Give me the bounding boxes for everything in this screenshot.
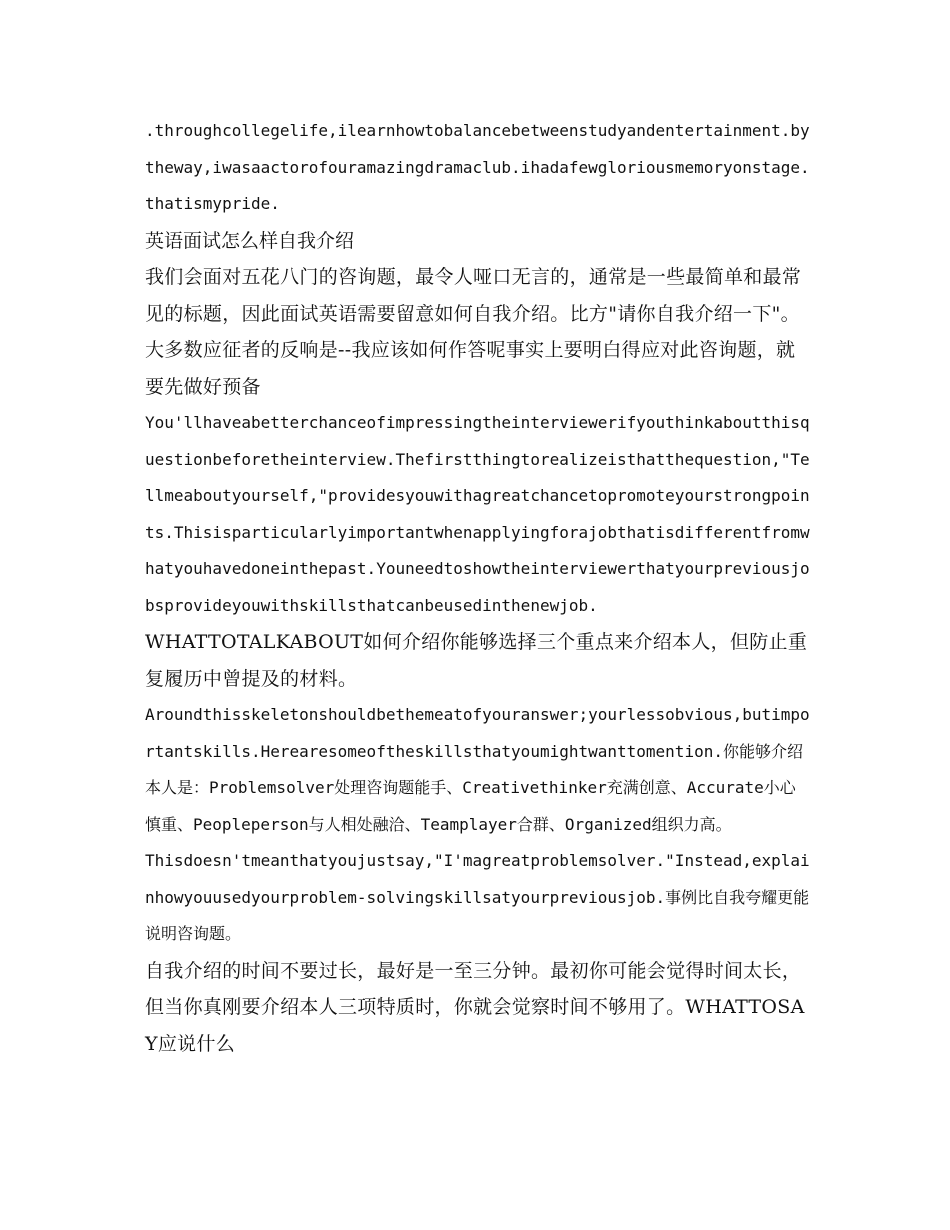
document-body	[145, 113, 810, 1062]
paragraph-time-length: 自我介绍的时间不要过长，最好是一至三分钟。最初你可能会觉得时间太长，但当你真刚要介绍本人三项特质时，你就会觉察时间不够用了。WHATTOSAY应说什么	[145, 959, 805, 1055]
paragraph-what-to-talk-about: WHATTOTALKABOUT如何介绍你能够选择三个重点来介绍本人，但防止重复履历中曾提及的材料。	[145, 631, 808, 690]
paragraph-intro-chinese: 我们会面对五花八门的咨询题，最令人哑口无言的，通常是一些最简单和最常见的标题，因此面试英语需要留意如何自我介绍。比方"请你自我介绍一下"。大多数应征者的反响是--我应该如何作答呢事实上要明白得应对此咨询题，就要先做好预备	[145, 266, 802, 398]
paragraph-college-life: .throughcollegelife,ilearnhowtobalancebetweenstudyandentertainment.bytheway,iwasaactorofouramazingdramaclub.ihadafewgloriousmemoryonstage.thatismypride.	[145, 121, 810, 213]
paragraph-impress-interviewer: You'llhaveabetterchanceofimpressingtheinterviewerifyouthinkaboutthisquestionbeforetheinterview.Thefirstthingtorealizeisthatthequestion,"Tellmeaboutyourself,"providesyouwithagreatchancetopromoteyourstrongpoints.Thisisparticularlyimportantwhenapplyingforajobthatisdifferentfromwhatyouhavedoneinthepast.Youneedtoshowtheinterviewerthatyourpreviousjobsprovideyouwithskillsthatcanbeusedinthenewjob.	[145, 413, 810, 615]
paragraph-skills-list: Aroundthisskeletonshouldbethemeatofyouranswer;yourlessobvious,butimportantskills.Herearesomeoftheskillsthatyoumightwanttomention.你能够介绍本人是：Problemsolver处理咨询题能手、Creativethinker充满创意、Accurate小心慎重、Peopleperson与人相处融洽、Teamplayer合群、Organized组织力高。	[145, 705, 810, 834]
paragraph-problem-solver: Thisdoesn'tmeanthatyoujustsay,"I'magreatproblemsolver."Instead,explainhowyouusedyourproblem-solvingskillsatyourpreviousjob.事例比自我夸耀更能说明咨询题。	[145, 851, 810, 943]
section-heading: 英语面试怎么样自我介绍	[145, 229, 355, 252]
